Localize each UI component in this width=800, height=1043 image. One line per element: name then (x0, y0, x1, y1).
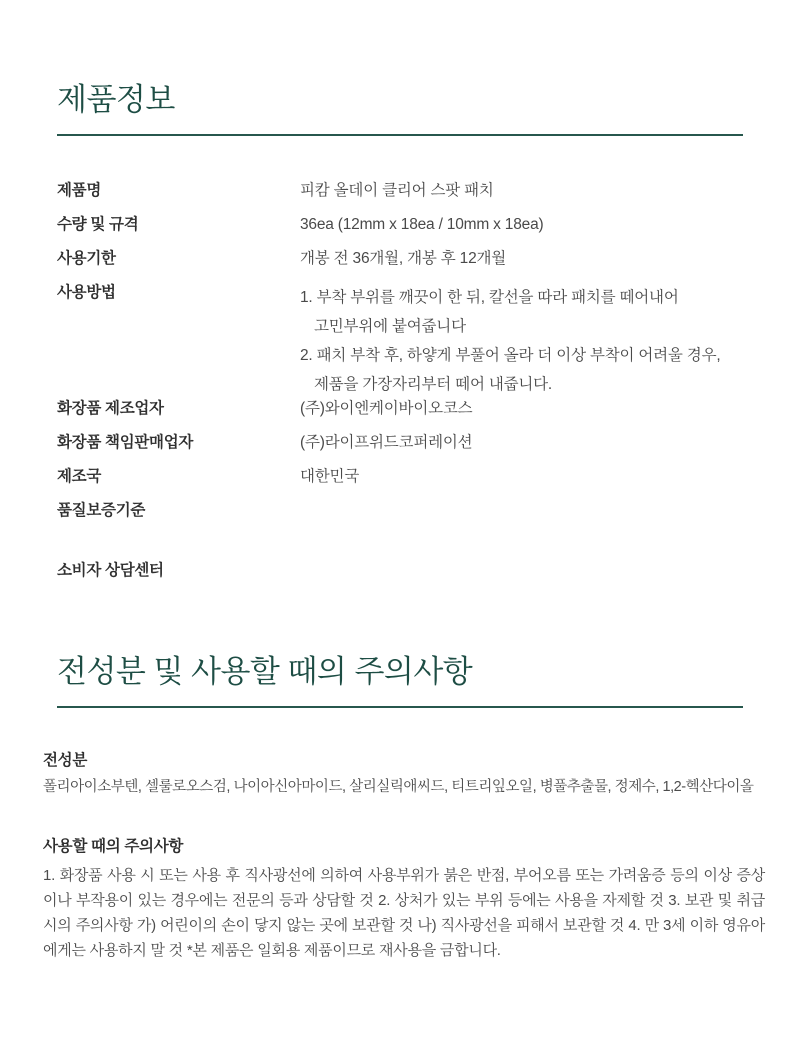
caution-text: 1. 화장품 사용 시 또는 사용 후 직사광선에 의하여 사용부위가 붉은 반점, 부어오름 또는 가려움증 등의 이상 증상이나 부작용이 있는 경우에는 전문의 등과 상담할 것 2. 상처가 있는 부위 등에는 사용을 자제할 것 3. 보관 및 취급시의 주의사항 가) 어린이의 손이 닿지 않는 곳에 보관할 것 나) 직사광선을 피해서 보관할 것 4. 만 3세 이하 영유아에게는 사용하지 말 것 *본 제품은 일회용 제품이므로 재사용을 금합니다. (43, 867, 765, 959)
table-row-expiration (57, 249, 743, 269)
table-row-customer-center (57, 561, 743, 581)
row-label: 제품명 (57, 182, 102, 199)
row-label: 화장품 제조업자 (57, 400, 164, 417)
table-row-quantity-spec (57, 215, 743, 235)
row-label: 수량 및 규격 (57, 216, 139, 233)
usage-line: 제품을 가장자리부터 떼어 내줍니다. (314, 376, 553, 393)
row-value: 대한민국 (300, 468, 360, 485)
section-divider (57, 706, 743, 708)
row-label: 사용기한 (57, 250, 116, 267)
usage-line: 1. 부착 부위를 깨끗이 한 뒤, 칼선을 따라 패치를 떼어내어 (300, 289, 679, 306)
row-label: 제조국 (57, 468, 102, 485)
product-info-table (57, 181, 743, 581)
row-value: 36ea (12mm x 18ea / 10mm x 18ea) (300, 216, 544, 233)
row-label: 화장품 책임판매업자 (57, 434, 194, 451)
table-row-product-name (57, 181, 743, 201)
row-value: (주)라이프위드코퍼레이션 (300, 434, 473, 451)
row-label: 소비자 상담센터 (57, 562, 164, 579)
usage-line: 고민부위에 붙여줍니다 (314, 318, 466, 335)
table-row-quality-guarantee (57, 501, 743, 521)
table-row-country-of-origin (57, 467, 743, 487)
row-label: 사용방법 (57, 284, 116, 301)
row-value-usage-instructions (300, 283, 743, 399)
page-content (0, 82, 800, 963)
row-value: 개봉 전 36개월, 개봉 후 12개월 (300, 250, 507, 267)
section-title-ingredients-cautions: 전성분 및 사용할 때의 주의사항 (57, 654, 473, 689)
caution-label: 사용할 때의 주의사항 (43, 838, 184, 855)
table-row-manufacturer (57, 399, 743, 419)
row-value: 피캄 올데이 클리어 스팟 패치 (300, 182, 494, 199)
table-row-usage (57, 283, 743, 399)
row-label: 품질보증기준 (57, 502, 146, 519)
row-value: (주)와이엔케이바이오코스 (300, 400, 473, 417)
table-row-distributor (57, 433, 743, 453)
section-title-product-info: 제품정보 (57, 82, 175, 117)
ingredients-label: 전성분 (43, 752, 88, 769)
section-divider (57, 134, 743, 136)
ingredients-text: 폴리아이소부텐, 셀룰로오스검, 나이아신아마이드, 살리실릭애씨드, 티트리잎오일, 병풀추출물, 정제수, 1,2-헥산다이올 (43, 779, 754, 795)
ingredients-cautions-block (43, 751, 765, 963)
usage-line: 2. 패치 부착 후, 하얗게 부풀어 올라 더 이상 부착이 어려울 경우, (300, 347, 721, 364)
